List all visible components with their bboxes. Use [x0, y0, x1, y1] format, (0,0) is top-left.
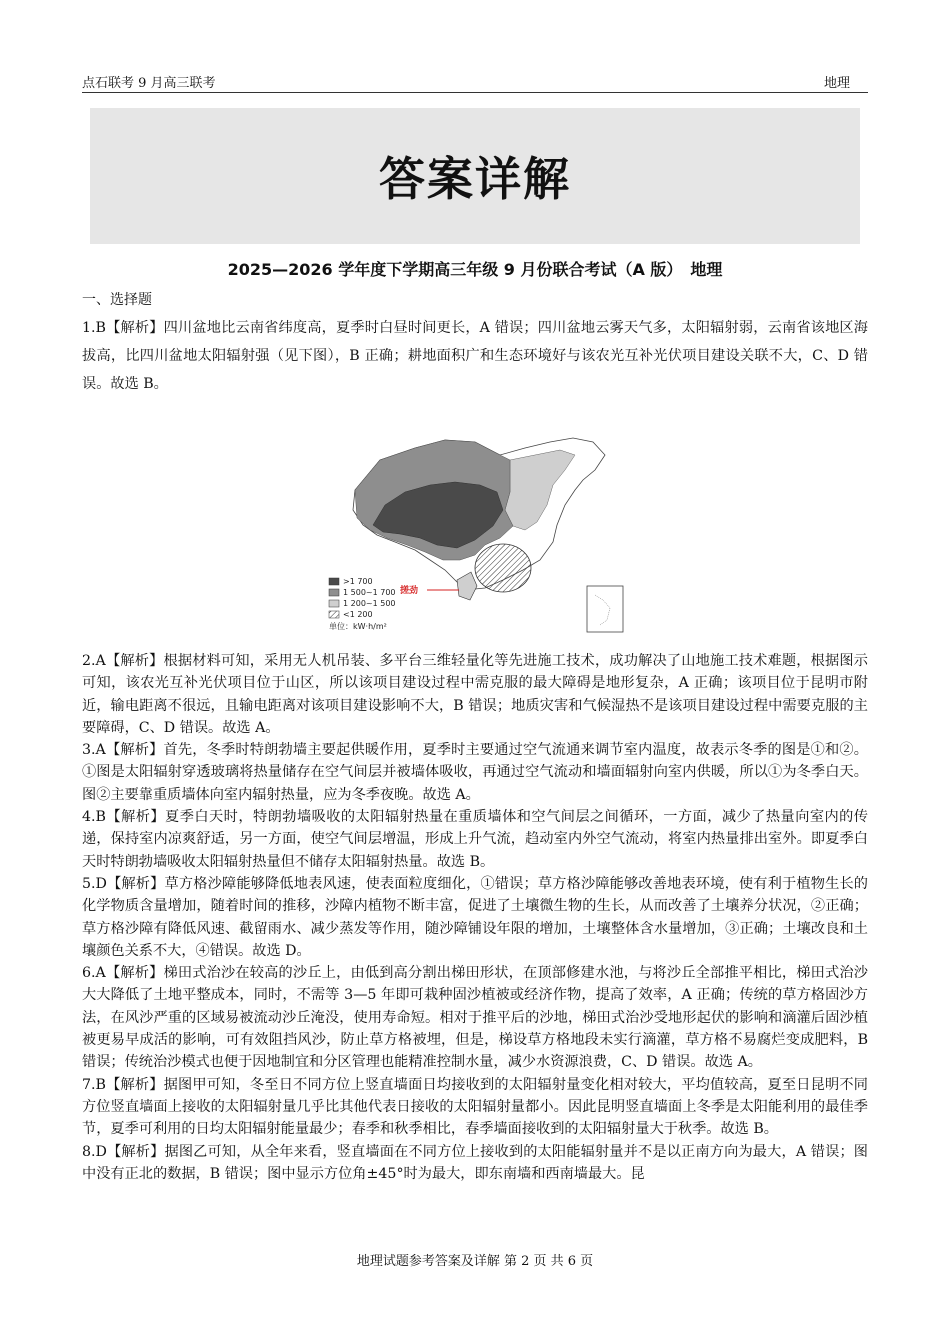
legend-unit: 单位：kW·h/m²: [329, 622, 387, 631]
answer-q7: 7.B【解析】据图甲可知，冬至日不同方位上竖直墙面日均接收到的太阳辐射量变化相对较大，平均值较高，夏至日昆明不同方位竖直墙面上接收的太阳辐射量几乎比其他代表日接收的太阳辐射量都小。因此昆明竖直墙面上冬季是太阳能利用的最佳季节，夏季可利用的日均太阳辐射能量最少；春季和秋季相比，春季墙面接收到的太阳辐射量大于秋季。故选 B。: [82, 1076, 868, 1138]
title-banner: [90, 108, 860, 244]
section-heading: 一、选择题: [82, 292, 152, 308]
answer-q1: 1.B【解析】四川盆地比云南省纬度高，夏季时白昼时间更长，A 错误；四川盆地云雾天气多，太阳辐射弱，云南省该地区海拔高，比四川盆地太阳辐射强（见下图），B 正确；耕地面积广和生态环境好与该农光互补光伏项目建设关联不大，C、D 错误。故选 B。: [82, 320, 868, 392]
annotation-label: 搓劲: [400, 586, 419, 596]
page-header: [82, 70, 868, 93]
south-sea-inset: [587, 586, 623, 632]
map-region-under-1200: [475, 544, 531, 592]
legend-label-1: >1 700: [343, 577, 373, 586]
header-left-text: 点石联考 9 月高三联考: [82, 76, 216, 91]
answer-q6: 6.A【解析】梯田式治沙在较高的沙丘上，由低到高分割出梯田形状，在顶部修建水池，与将沙丘全部推平相比，梯田式治沙大大降低了土地平整成本，同时，不需等 3—5 年即可栽种固沙植被或经济作物，提高了效率，A 正确；传统的草方格固沙方法，在风沙严重的区域易被流动沙丘淹没，使用寿命短。相对于推平后的沙地，梯田式治沙受地形起伏的影响和滴灌后固沙植被更易早成活的影响，可有效阻挡风沙，防止草方格被埋，但是，梯设草方格地段未实行滴灌，草方格不易腐烂变成肥料，B 错误；传统治沙模式也便于因地制宜和分区管理也能精准控制水量，减少水资源浪费，C、D 错误。故选 A。: [82, 965, 868, 1071]
page-title: 答案详解: [379, 152, 571, 206]
answer-q4: 4.B【解析】夏季白天时，特朗勃墙吸收的太阳辐射热量在重质墙体和空气间层之间循环，一方面，减少了热量向室内的传递，保持室内凉爽舒适，另一方面，使空气间层增温，形成上升气流，趋动室内外空气流动，将室内热量排出室外。即夏季白天时特朗勃墙吸收太阳辐射热量但不储存太阳辐射热量。故选 B。: [82, 809, 868, 870]
answer-q8: 8.D【解析】据图乙可知，从全年来看，竖直墙面在不同方位上接收到的太阳能辐射量并不是以正南方向为最大，A 错误；图中没有正北的数据，B 错误；图中显示方位角±45°时为最大，即东南墙和西南墙最大。昆: [82, 1143, 868, 1182]
legend-label-3: 1 200~1 500: [343, 599, 396, 608]
answers-list: [82, 650, 868, 1185]
header-subject: 地理: [823, 76, 850, 91]
map-legend: [329, 577, 396, 631]
page-footer: 地理试题参考答案及详解 第 2 页 共 6 页: [356, 1254, 594, 1269]
legend-label-2: 1 500~1 700: [343, 588, 396, 597]
exam-title: 2025—2026 学年度下学期高三年级 9 月份联合考试（A 版） 地理: [227, 260, 723, 279]
answer-q2: 2.A【解析】根据材料可知，采用无人机吊装、多平台三维轻量化等先进施工技术，成功解决了山地施工技术难题，根据图示可知，该农光互补光伏项目位于山区，所以该项目建设过程中需克服的最大障碍是地形复杂，A 正确；该项目位于昆明市附近，输电距离不很远，且输电距离对该项目建设影响不大，B 错误；地质灾害和气候湿热不是该项目建设过程中需要克服的主要障碍，C、D 错误。故选 A。: [82, 653, 868, 736]
answer-q3: 3.A【解析】首先，冬季时特朗勃墙主要起供暖作用，夏季时主要通过空气流通来调节室内温度，故表示冬季的图是①和②。①图是太阳辐射穿透玻璃将热量储存在空气间层并被墙体吸收，再通过空气流动和墙面辐射向室内供暖，所以①为冬季白天。图②主要靠重质墙体向室内辐射热量，应为冬季夜晚。故选 A。: [82, 742, 868, 803]
answer-q5: 5.D【解析】草方格沙障能够降低地表风速，使表面粒度细化，①错误；草方格沙障能够改善地表环境，使有利于植物生长的化学物质含量增加，随着时间的推移，沙障内植物不断丰富，促进了土壤微生物的生长，从而改善了土壤养分状况，②正确；草方格沙障有降低风速、截留雨水、减少蒸发等作用，随沙障铺设年限的增加，土壤整体含水量增加，③正确；土壤改良和土壤颜色关系不大，④错误。故选 D。: [82, 875, 868, 959]
legend-label-4: <1 200: [343, 610, 373, 619]
solar-radiation-map: [325, 430, 630, 635]
